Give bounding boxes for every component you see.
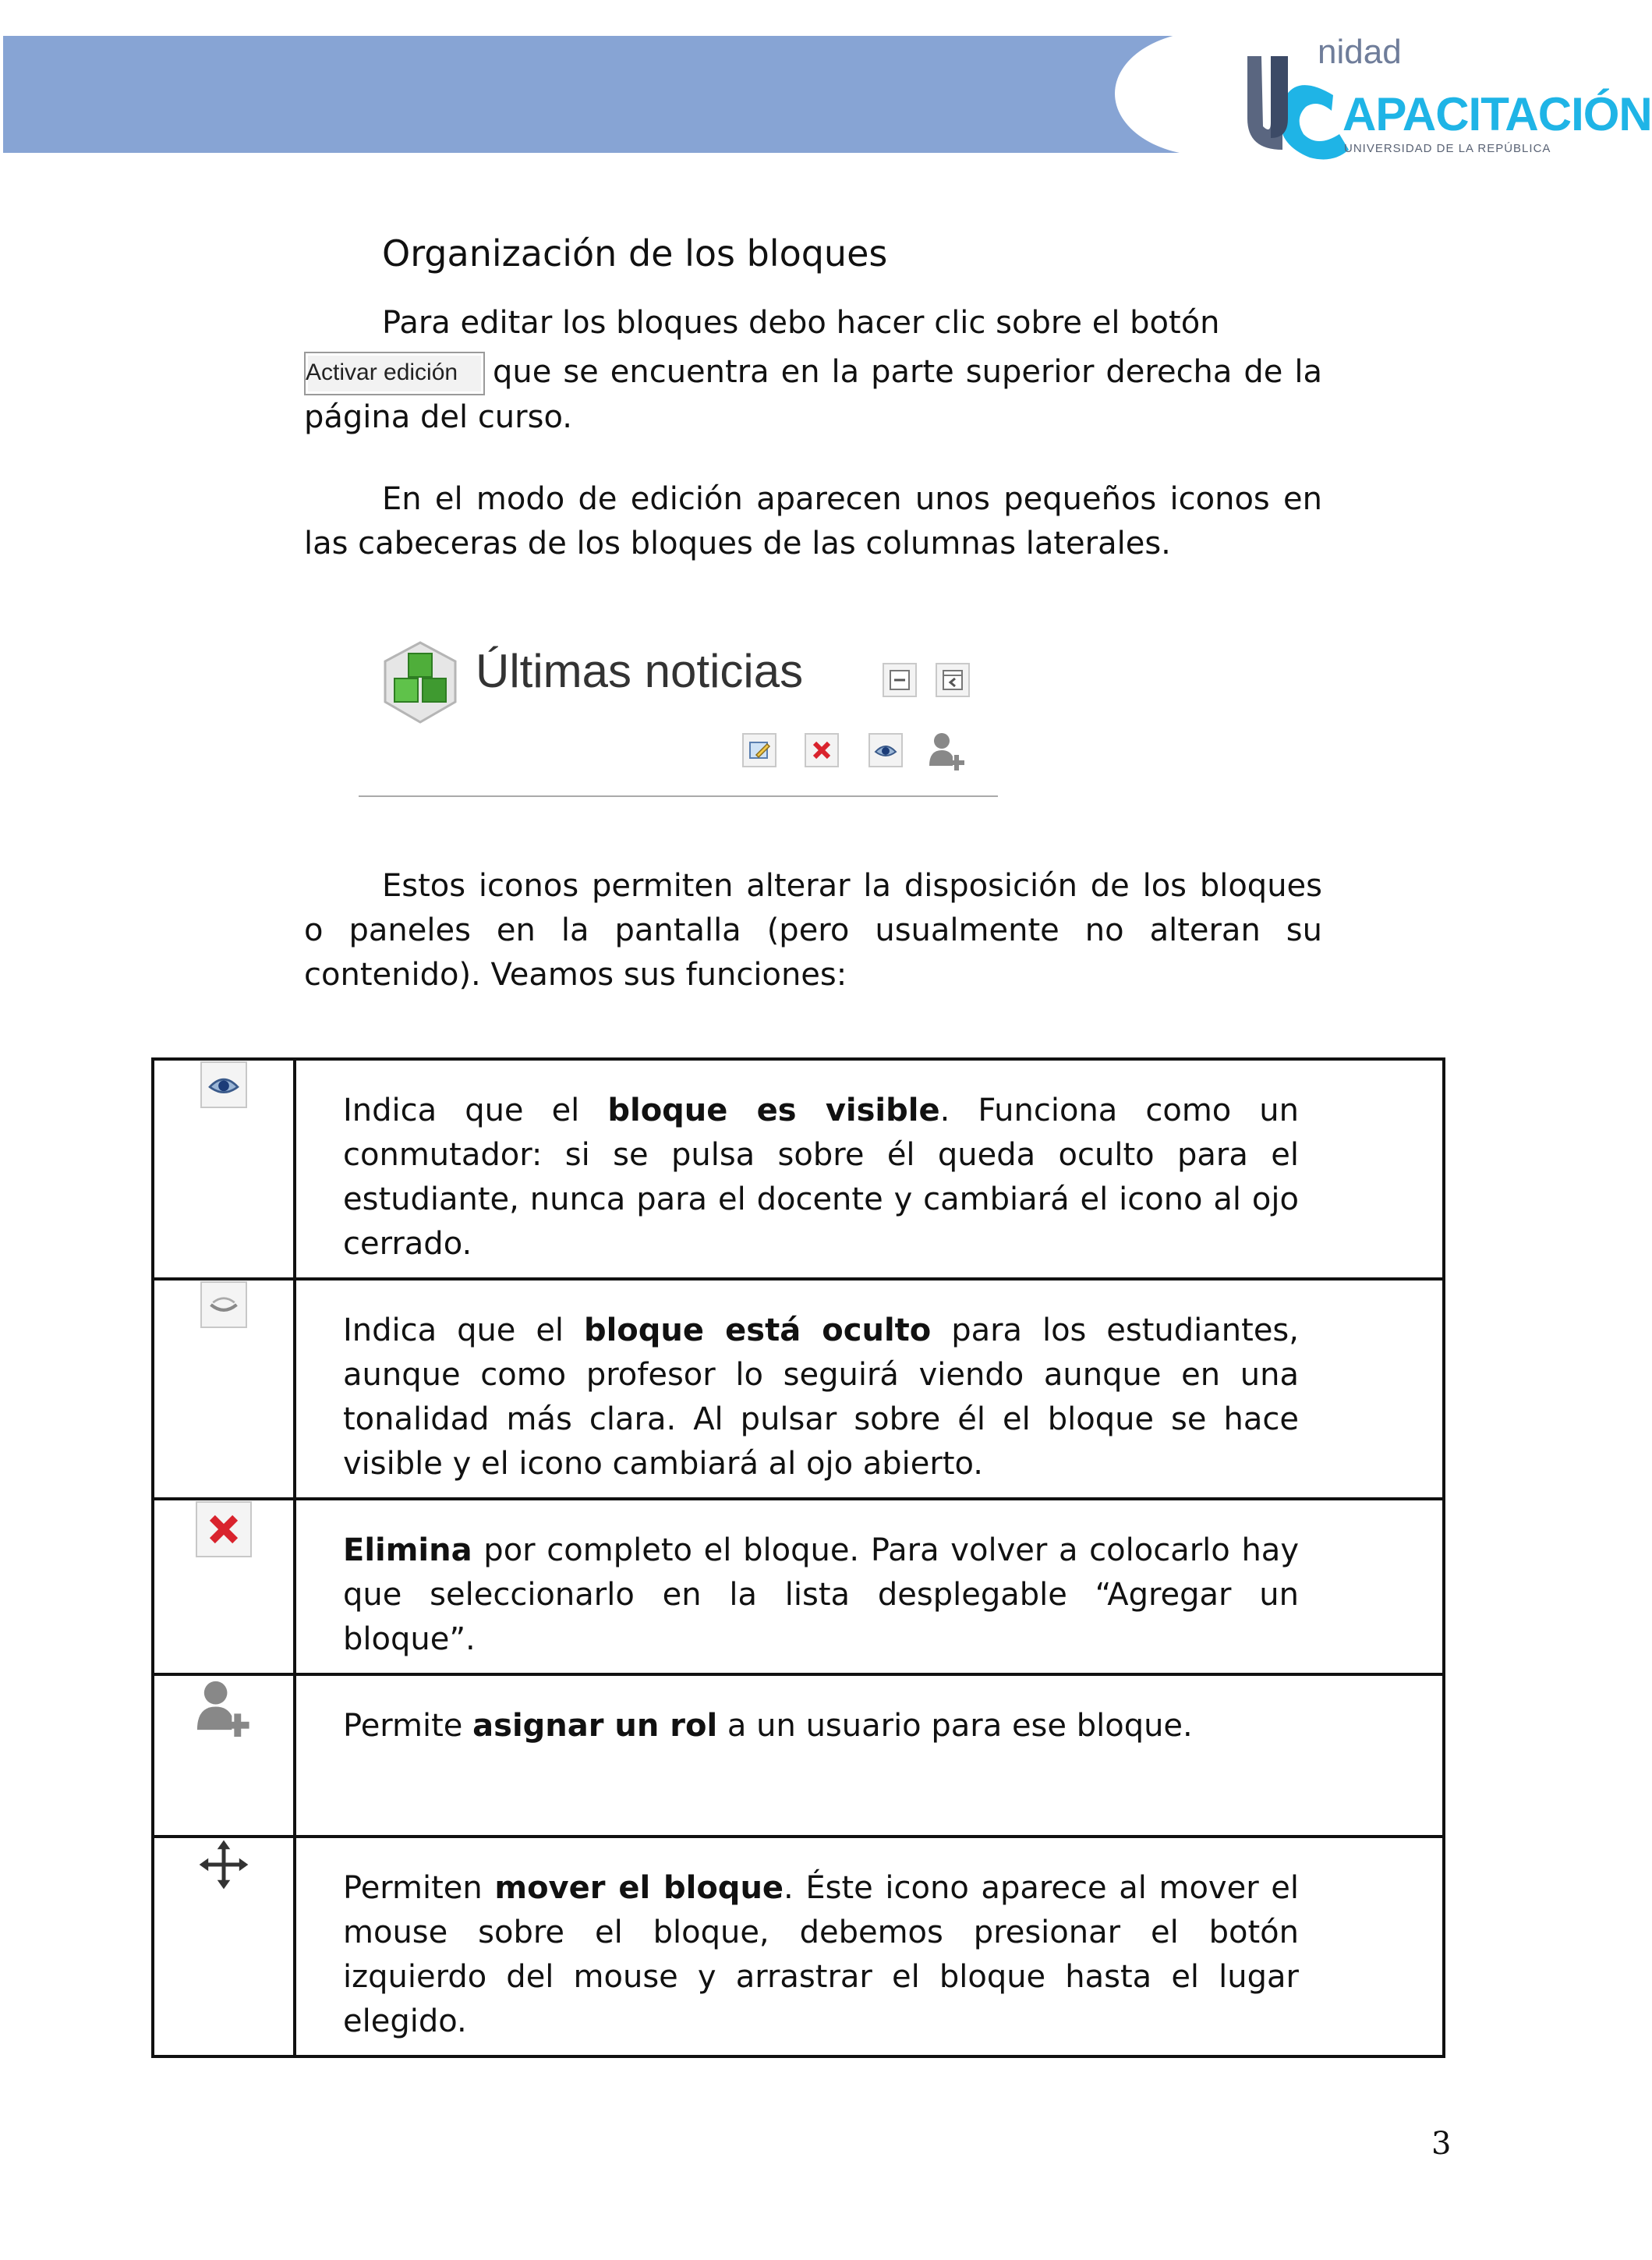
paragraph-1-rest-container [304, 350, 1322, 440]
unidad-capacitacion-logo [1240, 33, 1652, 165]
row-description [295, 1279, 1444, 1499]
table-row [153, 1674, 1444, 1837]
block-header-divider [359, 795, 998, 797]
row-icon-cell [153, 1837, 295, 2056]
logo-subtitle: UNIVERSIDAD DE LA REPÚBLICA [1344, 142, 1551, 155]
logo-text-nidad: nidad [1318, 33, 1402, 71]
row-bold-text: bloque está oculto [583, 1312, 932, 1348]
block-title-ultimas-noticias: Últimas noticias [476, 645, 804, 697]
paragraph-1-rest: que se encuentra en la parte superior derecha de la página del curso. [304, 354, 1322, 435]
row-icon-cell [153, 1279, 295, 1499]
paragraph-1-line-1: Para editar los bloques debo hacer clic sobre el botón [382, 305, 1220, 341]
minimize-icon[interactable] [883, 663, 917, 697]
dock-icon[interactable] [936, 663, 970, 697]
row-bold-text: bloque es visible [607, 1093, 940, 1128]
paragraph-activate-editing [304, 301, 1322, 440]
row-description [295, 1837, 1444, 2056]
row-text: a un usuario para ese bloque. [717, 1708, 1193, 1744]
row-description [295, 1059, 1444, 1279]
row-icon-cell [153, 1059, 295, 1279]
row-text: Indica que el [343, 1312, 584, 1348]
block-cube-icon [377, 639, 463, 725]
table-row [153, 1837, 1444, 2056]
table-row [153, 1499, 1444, 1674]
delete-icon[interactable] [805, 733, 839, 767]
table-row [153, 1279, 1444, 1499]
row-description [295, 1499, 1444, 1674]
delete-icon [196, 1501, 252, 1557]
paragraph-editing-mode [304, 477, 1322, 566]
section-title: Organización de los bloques [382, 232, 888, 275]
row-text: Indica que el [343, 1093, 608, 1128]
page-number: 3 [1431, 2126, 1452, 2162]
row-bold-text: Elimina [343, 1532, 472, 1568]
paragraph-2: En el modo de edición aparecen unos pequeños iconos en las cabeceras de los bloques de las columnas laterales. [304, 481, 1322, 561]
header-banner [3, 36, 1188, 153]
row-text: para los estudiantes, aunque como profesor lo seguirá viendo aunque en una tonalidad más clara. Al pulsar sobre él el bloque se hace visible y el icono cambiará al ojo abierto. [343, 1312, 1299, 1482]
eye-open-icon[interactable] [868, 733, 903, 767]
row-text: por completo el bloque. Para volver a colocarlo hay que seleccionarlo en la lista desplegable “Agregar un bloque”. [343, 1532, 1299, 1657]
paragraph-icons-purpose [304, 864, 1322, 997]
assign-role-icon[interactable] [926, 730, 968, 772]
logo-text-capacitacion: APACITACIÓN [1342, 88, 1652, 140]
paragraph-3: Estos iconos permiten alterar la disposición de los bloques o paneles en la pantalla (pero usualmente no alteran su contenido). Veamos sus funciones: [304, 868, 1322, 993]
row-text: . Éste icono aparece al mover el mouse sobre el bloque, debemos presionar el botón izquierdo del mouse y arrastrar el bloque hasta el lugar elegido. [343, 1870, 1299, 2039]
row-description [295, 1674, 1444, 1837]
row-icon-cell [153, 1674, 295, 1837]
icon-functions-table [151, 1057, 1445, 2058]
eye-closed-icon [200, 1281, 247, 1328]
row-text: Permiten [343, 1870, 495, 1906]
move-icon [198, 1839, 249, 1890]
activate-editing-button[interactable]: Activar edición [304, 352, 485, 395]
table-row [153, 1059, 1444, 1279]
row-bold-text: mover el bloque [494, 1870, 784, 1906]
row-text: Permite [343, 1708, 473, 1744]
block-header-figure [359, 624, 998, 803]
assign-role-icon [193, 1677, 255, 1739]
row-text: . Funciona como un conmutador: si se pulsa sobre él queda oculto para el estudiante, nunca para el docente y cambiará el icono al ojo cerrado. [343, 1093, 1299, 1262]
row-bold-text: asignar un rol [472, 1708, 718, 1744]
row-icon-cell [153, 1499, 295, 1674]
edit-settings-icon[interactable] [742, 733, 776, 767]
eye-open-icon [200, 1061, 247, 1108]
